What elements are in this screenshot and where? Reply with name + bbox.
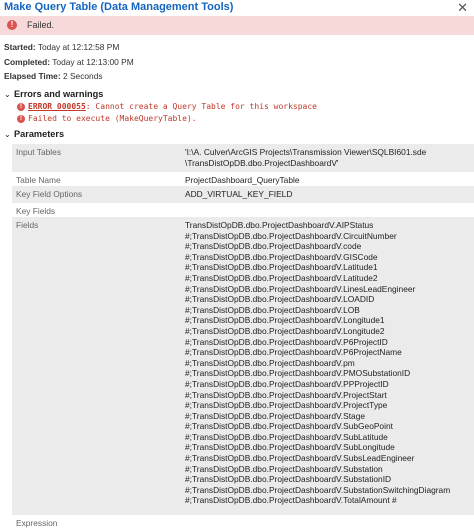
completed-value: Today at 12:13:00 PM	[52, 57, 134, 67]
param-label: Fields	[16, 220, 39, 230]
completed-info	[4, 57, 134, 67]
chevron-down-icon: ⌄	[4, 90, 11, 99]
elapsed-info	[4, 71, 103, 81]
param-label: Key Fields	[16, 206, 56, 216]
param-row-key-fields	[12, 203, 474, 217]
started-info	[4, 42, 119, 52]
error-message: Failed to execute (MakeQueryTable).	[28, 114, 197, 123]
error-item	[17, 114, 197, 123]
param-label: Key Field Options	[16, 189, 83, 199]
error-item	[17, 102, 317, 111]
close-icon[interactable]: ✕	[457, 0, 468, 15]
errors-section-toggle[interactable]	[4, 89, 103, 99]
parameters-table	[12, 144, 474, 529]
param-row-table-name	[12, 172, 474, 186]
completed-label: Completed:	[4, 57, 51, 67]
title-bar	[0, 0, 474, 16]
elapsed-label: Elapsed Time:	[4, 71, 61, 81]
chevron-down-icon: ⌄	[4, 130, 11, 139]
param-row-fields	[12, 217, 474, 515]
param-value: ProjectDashboard_QueryTable	[185, 175, 300, 185]
param-label: Expression	[16, 518, 58, 528]
param-row-expression	[12, 515, 474, 529]
window-title: Make Query Table (Data Management Tools)	[4, 1, 234, 13]
param-value: 'I:\A. Culver\ArcGIS Projects\Transmission Viewer\SQLBI601.sde \TransDistOpDB.dbo.ProjectDashboardV'	[185, 147, 427, 168]
param-value: TransDistOpDB.dbo.ProjectDashboardV.AIPStatus #;TransDistOpDB.dbo.ProjectDashboardV.CircuitNumber #;TransDistOpDB.dbo.ProjectDashboardV.code #;TransDistOpDB.dbo.ProjectDashboardV.GISCode #;TransDistOpDB.dbo.ProjectDashboardV.Latitude1 #;TransDistOpDB.dbo.ProjectDashboardV.Latitude2 #;TransDistOpDB.dbo.ProjectDashboardV.LinesLeadEngineer #;TransDistOpDB.dbo.ProjectDashboardV.LOADID #;TransDistOpDB.dbo.ProjectDashboardV.LOB #;TransDistOpDB.dbo.ProjectDashboardV.Longitude1 #;TransDistOpDB.dbo.ProjectDashboardV.Longitude2 #;TransDistOpDB.dbo.ProjectDashboardV.P6ProjectID #;TransDistOpDB.dbo.ProjectDashboardV.P6ProjectName #;TransDistOpDB.dbo.ProjectDashboardV.pm #;TransDistOpDB.dbo.ProjectDashboardV.PMOSubstationID #;TransDistOpDB.dbo.ProjectDashboardV.PPProjectID #;TransDistOpDB.dbo.ProjectDashboardV.ProjectStart #;TransDistOpDB.dbo.ProjectDashboardV.ProjectType #;TransDistOpDB.dbo.ProjectDashboardV.Stage #;TransDistOpDB.dbo.ProjectDashboardV.SubGeoPoint #;TransDistOpDB.dbo.ProjectDashboardV.SubLatitude #;TransDistOpDB.dbo.ProjectDashboardV.SubLongitude #;TransDistOpDB.dbo.ProjectDashboardV.SubsLeadEngineer #;TransDistOpDB.dbo.ProjectDashboardV.Substation #;TransDistOpDB.dbo.ProjectDashboardV.SubstationID #;TransDistOpDB.dbo.ProjectDashboardV.SubstationSwitchingDiagram #;TransDistOpDB.dbo.ProjectDashboardV.TotalAmount #	[185, 220, 451, 506]
started-value: Today at 12:12:58 PM	[37, 42, 120, 52]
status-bar	[0, 16, 474, 35]
error-icon: !	[17, 103, 25, 111]
param-label: Input Tables	[16, 147, 62, 157]
elapsed-value: 2 Seconds	[62, 71, 103, 81]
started-label: Started:	[4, 42, 36, 52]
error-message: : Cannot create a Query Table for this workspace	[85, 102, 317, 111]
param-row-input-tables	[12, 144, 474, 172]
param-value: ADD_VIRTUAL_KEY_FIELD	[185, 189, 293, 199]
errors-heading: Errors and warnings	[14, 89, 104, 99]
param-row-key-field-options	[12, 186, 474, 203]
parameters-section-toggle[interactable]	[4, 129, 64, 139]
parameters-heading: Parameters	[14, 129, 65, 139]
error-icon: !	[17, 115, 25, 123]
param-label: Table Name	[16, 175, 61, 185]
error-code-link[interactable]: ERROR 000055	[28, 102, 86, 111]
error-icon: !	[7, 20, 17, 30]
status-text: Failed.	[27, 20, 55, 30]
